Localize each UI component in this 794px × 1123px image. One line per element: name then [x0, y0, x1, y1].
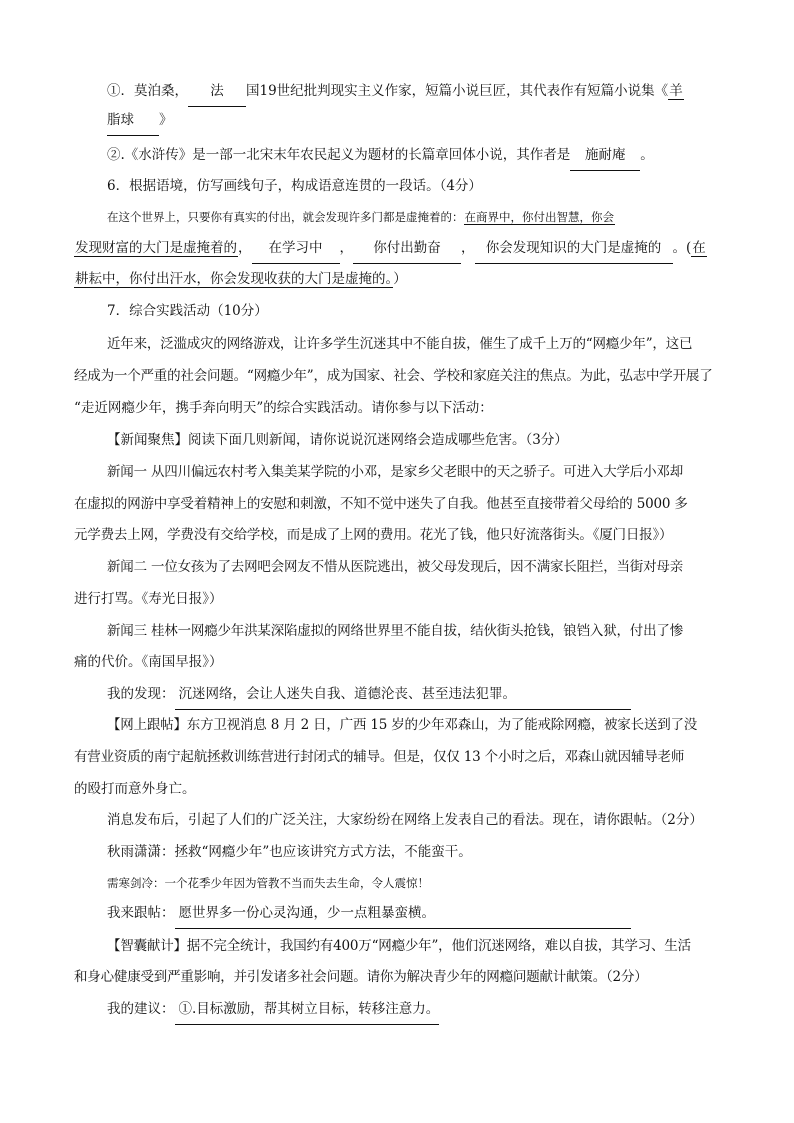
news1-line3: 元学费去上网，学费没有交给学校，而是成了上网的费用。花光了钱，他只好流落街头。《厦门日报》） — [74, 527, 673, 543]
advice-line1: 【智囊献计】据不完全统计，我国约有400万“网瘾少年”，他们沉迷网络，难以自拔，其学习、生活 — [107, 938, 691, 954]
comment-1: 秋雨潇潇：拯救“网瘾少年”也应该讲究方式方法，不能蛮干。 — [107, 844, 472, 860]
q6-line2-underlined: 发现财富的大门是虚掩着的 — [75, 240, 237, 256]
online-follow-line1: 【网上跟帖】东方卫视消息 8 月 2 日，广西 15 岁的少年邓森山，为了能戒除网瘾，被家长送到了没 — [107, 717, 698, 733]
q5-item2-prefix: ②.《水浒传》是一部一北宋末年农民起义为题材的长篇章回体小说，其作者是 — [107, 147, 571, 163]
q5-item1-answer-a: 羊 — [669, 83, 683, 99]
q6-line3: 耕耘中，你付出汗水，你会发现收获的大门是虚掩的。） — [75, 271, 407, 287]
finding-label: 我的发现： — [107, 686, 175, 702]
q5-item2-suffix: 。 — [640, 147, 654, 163]
news2-line1: 新闻二 一位女孩为了去网吧会网友不惜从医院逃出，被父母发现后，因不满家长阻拦，当街对母亲 — [107, 559, 683, 575]
q6-line3-underlined: 耕耘中，你付出汗水，你会发现收获的大门是虚掩的。 — [75, 271, 393, 287]
q5-item1-suffix: 》 — [159, 112, 173, 128]
online-follow-line3: 的殴打而意外身亡。 — [74, 781, 196, 797]
after-news: 消息发布后，引起了人们的广泛关注，大家纷纷在网络上发表自己的看法。现在，请你跟帖。（2分） — [107, 812, 703, 828]
news-focus-prompt: 【新闻聚焦】阅读下面几则新闻，请你说说沉迷网络会造成哪些危害。（3分） — [107, 432, 568, 448]
finding-answer: 沉迷网络，会让人迷失自我、道德沦丧、甚至违法犯罪。 — [175, 680, 631, 710]
news3-line2: 痛的代价。《南国早报》） — [74, 654, 223, 670]
q5-item1-line2 — [107, 106, 719, 136]
q5-item1-middle: 国19世纪批判现实主义作家，短篇小说巨匠，其代表作有短篇小说集《 — [246, 83, 669, 99]
q6-blank2: 你付出勤奋 — [353, 234, 461, 264]
online-follow-line2: 有营业资质的南宁起航拯救训练营进行封闭式的辅导。但是，仅仅 13 个小时之后，邓森山就因辅导老师 — [74, 749, 685, 765]
q5-item1-prefix: ①．莫泊桑， — [107, 83, 188, 99]
q6-line1-underlined: 在商界中，你付出智慧，你会 — [464, 210, 614, 224]
q6-line1-plain: 在这个世界上，只要你有真实的付出，就会发现许多门都是虚掩着的： — [107, 210, 464, 224]
q5-item1-line1 — [107, 77, 719, 107]
q5-item1-blank: 法 — [188, 77, 246, 107]
suggestion-answer: ①.目标激励，帮其树立目标，转移注意力。 — [175, 995, 440, 1025]
news3-line1: 新闻三 桂林一网瘾少年洪某深陷虚拟的网络世界里不能自拔，结伙街头抢钱，锒铛入狱，付出了惨 — [107, 623, 683, 639]
q6-blank3: 你会发现知识的大门是虚掩的 — [475, 234, 673, 264]
advice-line2: 和身心健康受到严重影响，并引发诸多社会问题。请你为解决青少年的网瘾问题献计献策。（2分） — [74, 969, 648, 985]
q6-heading: 6．根据语境，仿写画线句子，构成语意连贯的一段话。（4分） — [107, 178, 482, 194]
news1-line1: 新闻一 从四川偏远农村考入集美某学院的小邓，是家乡父老眼中的天之骄子。可进入大学后小邓却 — [107, 464, 683, 480]
my-follow-label: 我来跟帖： — [107, 905, 175, 921]
q6-line1 — [107, 203, 719, 232]
q5-item1-answer-b: 脂球 — [107, 106, 159, 136]
q6-blank1: 在学习中 — [252, 234, 340, 264]
news1-line2: 在虚拟的网游中享受着精神上的安慰和刺激，不知不觉中迷失了自我。他甚至直接带着父母给的 5000 多 — [74, 496, 688, 512]
q7-heading: 7．综合实践活动（10分） — [107, 303, 268, 319]
comment-2: 需寒剑冷：一个花季少年因为管教不当而失去生命，令人震惊！ — [107, 876, 429, 890]
q5-item2-answer: 施耐庵 — [570, 141, 640, 171]
q7-intro-3: “走近网瘾少年，携手奔向明天”的综合实践活动。请你参与以下活动： — [74, 400, 493, 416]
my-finding — [107, 680, 719, 710]
my-suggestion — [107, 995, 719, 1025]
q6-line2-tail: 在 — [692, 240, 706, 256]
q7-intro-1: 近年来，泛滥成灾的网络游戏，让许多学生沉迷其中不能自拔，催生了成千上万的“网瘾少年”，这已 — [107, 336, 693, 352]
q6-line2: 发现财富的大门是虚掩着的， 在学习中 ， 你付出勤奋 ， 你会发现知识的大门是虚掩的 。(在 — [74, 234, 724, 264]
my-follow-answer: 愿世界多一份心灵沟通，少一点粗暴蛮横。 — [175, 899, 631, 929]
suggestion-label: 我的建议： — [107, 1001, 175, 1017]
q7-intro-2: 经成为一个严重的社会问题。“网瘾少年”，成为国家、社会、学校和家庭关注的焦点。为此，弘志中学开展了 — [74, 368, 713, 384]
news2-line2: 进行打骂。《寿光日报》） — [74, 591, 223, 607]
q5-item2-line — [107, 141, 719, 171]
my-follow — [107, 899, 719, 929]
